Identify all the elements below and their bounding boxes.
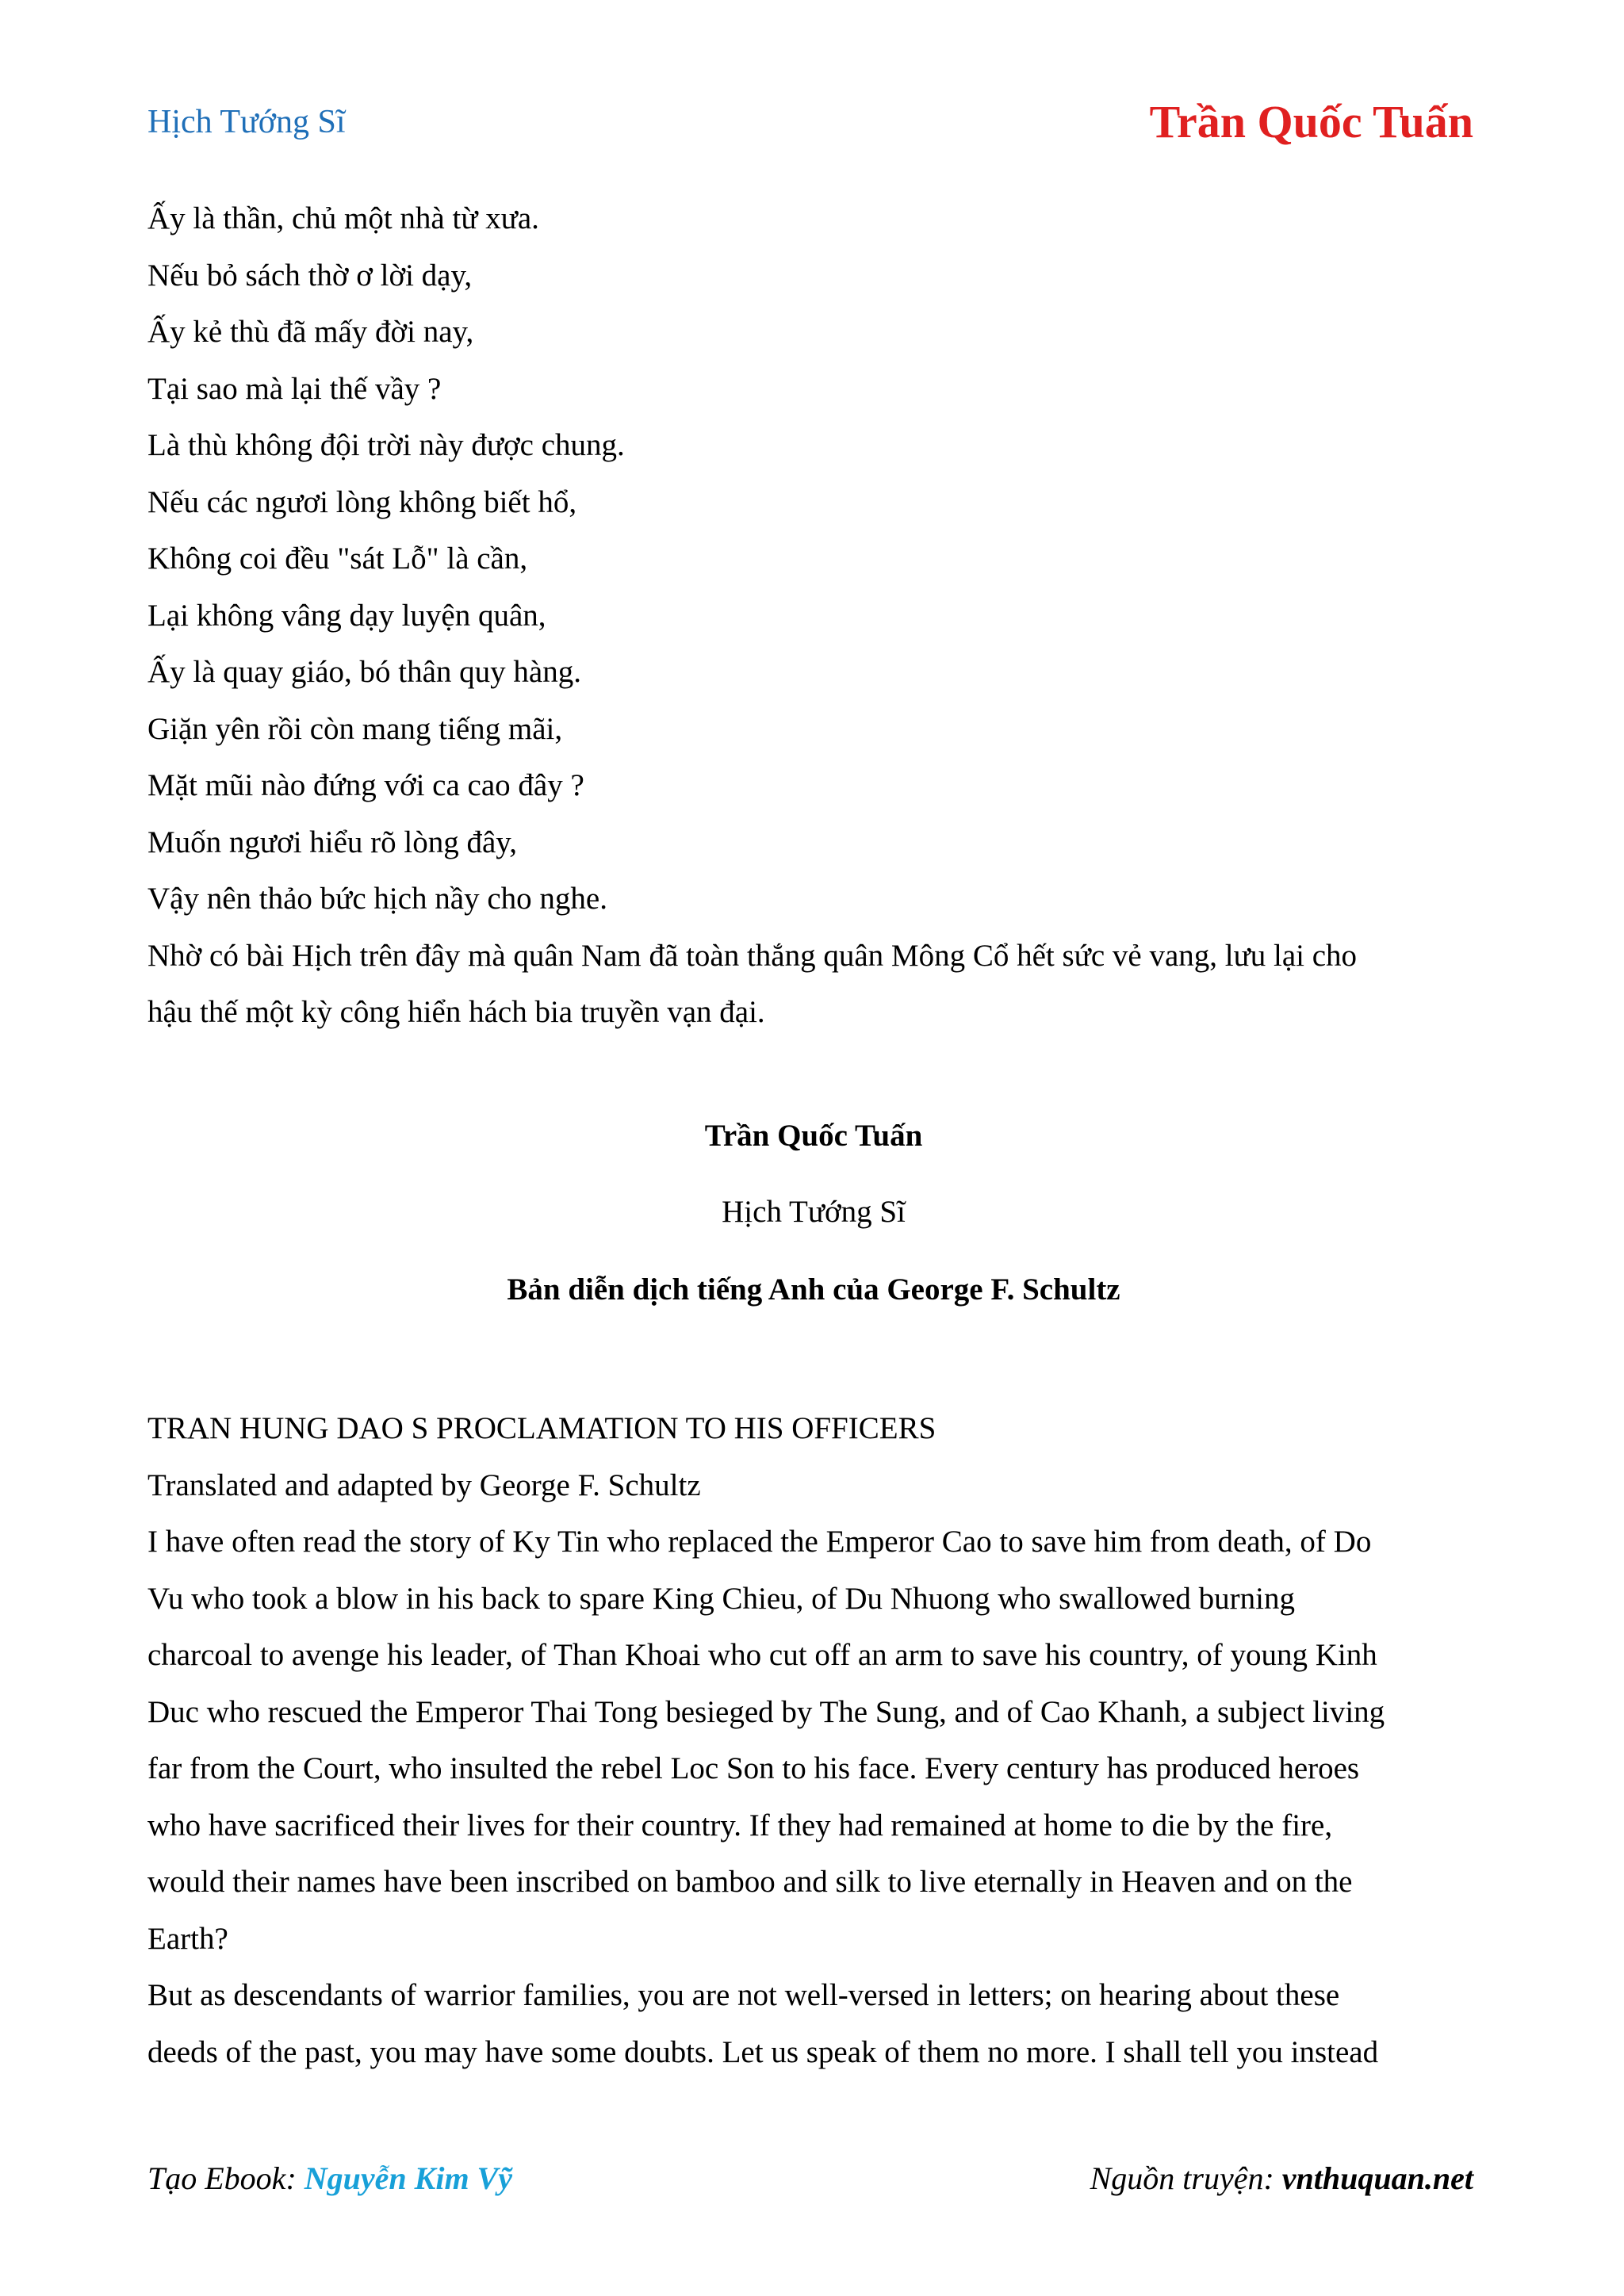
section-title: Hịch Tướng Sĩ bbox=[722, 1195, 906, 1229]
poem-line: Nếu bỏ sách thờ ơ lời dạy, bbox=[147, 258, 473, 293]
poem-line: Lại không vâng dạy luyện quân, bbox=[147, 598, 546, 633]
poem-line: Ấy kẻ thù đã mấy đời nay, bbox=[147, 315, 474, 349]
footer-source-site: vnthuquan.net bbox=[1281, 2160, 1473, 2196]
english-line: Earth? bbox=[147, 1921, 228, 1956]
poem-line: Muốn ngươi hiểu rõ lòng đây, bbox=[147, 825, 518, 859]
poem-line: Ấy là thần, chủ một nhà từ xưa. bbox=[147, 201, 539, 235]
footer-separator: : bbox=[285, 2160, 304, 2196]
footer-ebook-name: Nguyễn Kim Vỹ bbox=[304, 2160, 512, 2196]
english-line: far from the Court, who insulted the rebel Loc Son to his face. Every century has produced heroes bbox=[147, 1751, 1360, 1785]
english-credit: Translated and adapted by George F. Schultz bbox=[147, 1468, 701, 1502]
poem-line: Giặn yên rồi còn mang tiếng mãi, bbox=[147, 711, 563, 746]
paragraph-line: Nhờ có bài Hịch trên đây mà quân Nam đã toàn thắng quân Mông Cổ hết sức vẻ vang, lưu lại cho bbox=[147, 938, 1358, 973]
english-line: Duc who rescued the Emperor Thai Tong besieged by The Sung, and of Cao Khanh, a subject living bbox=[147, 1694, 1385, 1729]
english-line: Vu who took a blow in his back to spare King Chieu, of Du Nhuong who swallowed burning bbox=[147, 1581, 1295, 1616]
poem-line: Tại sao mà lại thế vầy ? bbox=[147, 371, 442, 406]
footer-ebook-label: Tạo Ebook bbox=[147, 2160, 286, 2196]
poem-line: Nếu các ngươi lòng không biết hổ, bbox=[147, 484, 577, 519]
header-author: Trần Quốc Tuấn bbox=[1149, 96, 1473, 147]
footer-source-label: Nguồn truyện bbox=[1090, 2160, 1264, 2196]
poem-line: Ấy là quay giáo, bó thân quy hàng. bbox=[147, 655, 581, 689]
english-line: charcoal to avenge his leader, of Than Khoai who cut off an arm to save his country, of young Kinh bbox=[147, 1638, 1377, 1672]
footer-separator: : bbox=[1263, 2160, 1282, 2196]
poem-line: Vậy nên thảo bức hịch nầy cho nghe. bbox=[147, 882, 607, 916]
section-author: Trần Quốc Tuấn bbox=[704, 1119, 923, 1153]
english-line: I have often read the story of Ky Tin who replaced the Emperor Cao to save him from death, of Do bbox=[147, 1525, 1372, 1559]
section-subtitle: Bản diễn dịch tiếng Anh của George F. Schultz bbox=[507, 1272, 1120, 1307]
english-heading: TRAN HUNG DAO S PROCLAMATION TO HIS OFFICERS bbox=[147, 1411, 936, 1445]
poem-text bbox=[147, 190, 1480, 1041]
header-title: Hịch Tướng Sĩ bbox=[147, 104, 346, 140]
poem-line: Là thù không đội trời này được chung. bbox=[147, 428, 625, 462]
english-line: deeds of the past, you may have some doubts. Let us speak of them no more. I shall tell you instead bbox=[147, 2034, 1379, 2069]
english-line: But as descendants of warrior families, you are not well-versed in letters; on hearing about these bbox=[147, 1978, 1340, 2012]
footer-ebook-credit bbox=[147, 2160, 512, 2197]
poem-line: Không coi đều "sát Lỗ" là cần, bbox=[147, 541, 528, 576]
english-line: would their names have been inscribed on bamboo and silk to live eternally in Heaven and on the bbox=[147, 1865, 1353, 1899]
footer-source bbox=[1090, 2160, 1473, 2197]
poem-line: Mặt mũi nào đứng với ca cao đây ? bbox=[147, 768, 584, 802]
english-translation bbox=[147, 1400, 1488, 2080]
paragraph-line: hậu thế một kỳ công hiển hách bia truyền vạn đại. bbox=[147, 995, 765, 1029]
english-line: who have sacrificed their lives for their country. If they had remained at home to die by the fire, bbox=[147, 1808, 1333, 1843]
